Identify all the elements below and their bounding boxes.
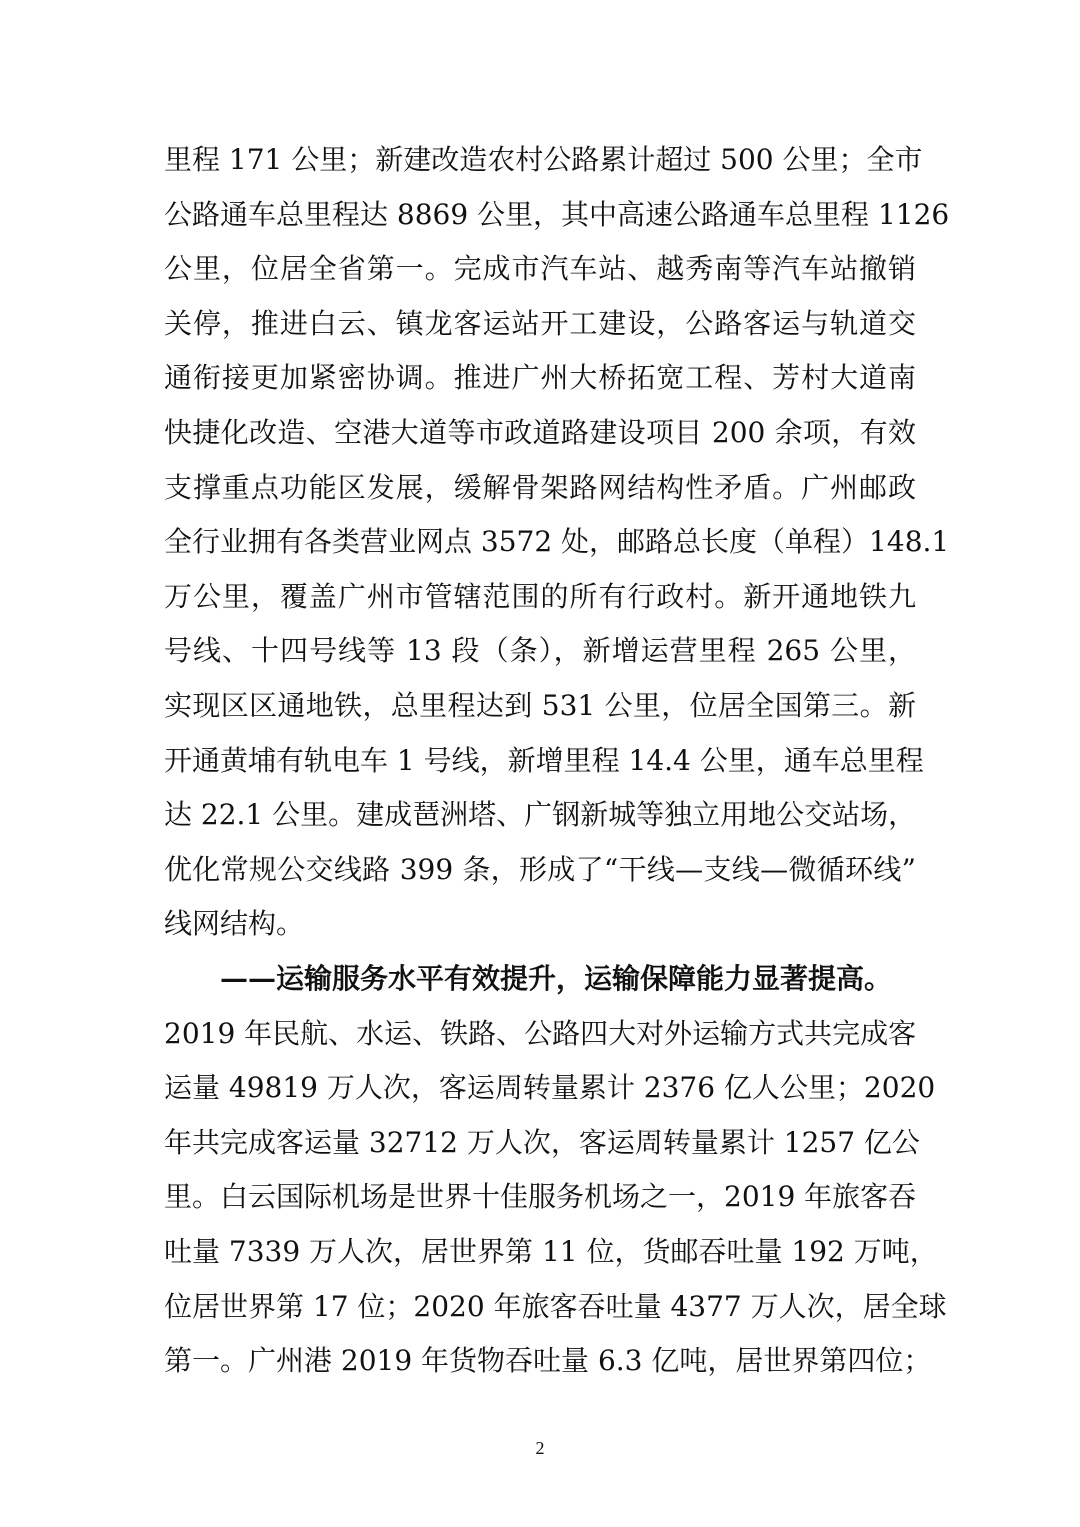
paragraph-line: 关停，推进白云、镇龙客运站开工建设，公路客运与轨道交 (164, 306, 916, 340)
paragraph-line: 第一。广州港 2019 年货物吞吐量 6.3 亿吨，居世界第四位； (164, 1344, 932, 1378)
paragraph-line: 支撑重点功能区发展，缓解骨架路网结构性矛盾。广州邮政 (164, 470, 916, 504)
paragraph-line: 实现区区通地铁，总里程达到 531 公里，位居全国第三。新 (164, 689, 916, 722)
page-number: 2 (535, 1438, 545, 1458)
paragraph-line: 公里，位居全省第一。完成市汽车站、越秀南等汽车站撤销 (164, 252, 916, 286)
paragraph-line: 2019 年民航、水运、铁路、公路四大对外运输方式共完成客 (164, 1016, 917, 1050)
paragraph-line: 万公里，覆盖广州市管辖范围的所有行政村。新开通地铁九 (164, 579, 916, 613)
paragraph-line: 年共完成客运量 32712 万人次，客运周转量累计 1257 亿公 (164, 1125, 920, 1159)
paragraph-line: 吐量 7339 万人次，居世界第 11 位，货邮吞吐量 192 万吨， (164, 1235, 938, 1268)
paragraph-line: 号线、十四号线等 13 段（条），新增运营里程 265 公里， (164, 634, 916, 668)
section-heading: ——运输服务水平有效提升，运输保障能力显著提高。 (220, 962, 893, 995)
paragraph-line: 全行业拥有各类营业网点 3572 处，邮路总长度（单程）148.1 (164, 525, 950, 559)
paragraph-line: 开通黄埔有轨电车 1 号线，新增里程 14.4 公里，通车总里程 (164, 743, 924, 777)
paragraph-line: 位居世界第 17 位；2020 年旅客吞吐量 4377 万人次，居全球 (164, 1289, 947, 1323)
paragraph-line: 优化常规公交线路 399 条，形成了“干线—支线—微循环线” (164, 852, 916, 886)
paragraph-line: 里程 171 公里；新建改造农村公路累计超过 500 公里；全市 (164, 143, 923, 176)
paragraph-line: 通衔接更加紧密协调。推进广州大桥拓宽工程、芳村大道南 (164, 361, 916, 395)
paragraph-line: 公路通车总里程达 8869 公里，其中高速公路通车总里程 1126 (164, 197, 950, 231)
paragraph-line: 里。白云国际机场是世界十佳服务机场之一，2019 年旅客吞 (164, 1180, 917, 1214)
paragraph-line: 快捷化改造、空港大道等市政道路建设项目 200 余项，有效 (164, 416, 916, 449)
paragraph-line: 达 22.1 公里。建成琶洲塔、广钢新城等独立用地公交站场， (164, 798, 917, 832)
paragraph-line: 运量 49819 万人次，客运周转量累计 2376 亿人公里；2020 (164, 1071, 936, 1105)
paragraph-line: 线网结构。 (164, 907, 305, 941)
